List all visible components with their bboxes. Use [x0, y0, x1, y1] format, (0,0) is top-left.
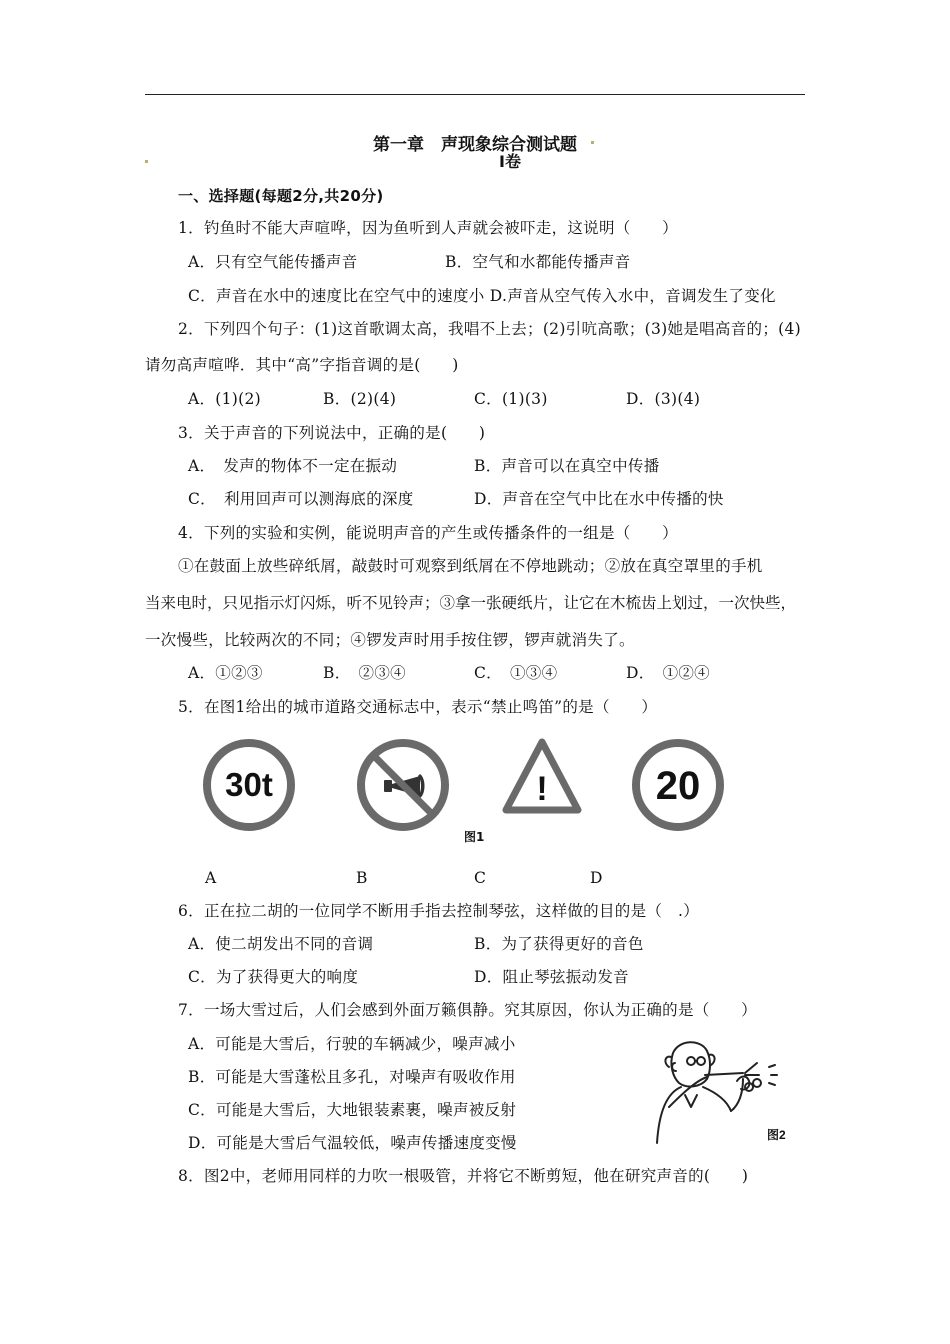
q1-option-cd: C．声音在水中的速度比在空气中的速度小 D.声音从空气传入水中，音调发生了变化	[188, 287, 776, 305]
q2-option-c: C．(1)(3)	[474, 390, 548, 408]
page-subtitle: Ⅰ卷	[499, 152, 521, 171]
no-horn-sign-icon	[356, 738, 450, 832]
teacher-straw-illustration	[645, 1035, 805, 1150]
q3-option-a: A． 发声的物体不一定在振动	[188, 457, 398, 475]
question-2-stem-cont: 请勿高声喧哗．其中“高”字指音调的是( )	[145, 356, 459, 374]
question-4-para-1: ①在鼓面上放些碎纸屑，敲鼓时可观察到纸屑在不停地跳动；②放在真空罩里的手机	[178, 557, 763, 575]
sign-a-text: 30t	[225, 766, 273, 803]
sign-label-d: D	[590, 869, 603, 887]
question-1-stem: 1．钓鱼时不能大声喧哗，因为鱼听到人声就会被吓走，这说明（ ）	[178, 219, 678, 237]
warning-triangle-icon	[502, 738, 582, 816]
figure-2-caption: 图2	[767, 1128, 786, 1142]
question-6-stem: 6．正在拉二胡的一位同学不断用手指去控制琴弦，这样做的目的是（ .）	[178, 902, 699, 920]
sign-label-a: A	[205, 869, 217, 887]
sign-label-c: C	[474, 869, 487, 887]
question-8-stem: 8．图2中，老师用同样的力吹一根吸管，并将它不断剪短，他在研究声音的( )	[178, 1167, 749, 1185]
section-heading: 一、选择题(每题2分,共20分)	[178, 187, 384, 205]
figure-1-caption: 图1	[464, 830, 485, 844]
q2-option-d: D．(3)(4)	[626, 390, 701, 408]
q6-option-a: A．使二胡发出不同的音调	[188, 935, 374, 953]
q1-option-a: A．只有空气能传播声音	[188, 253, 358, 271]
q7-option-c: C．可能是大雪后，大地银装素裹，噪声被反射	[188, 1101, 517, 1119]
q1-option-b: B．空气和水都能传播声音	[445, 253, 631, 271]
decorative-dot	[591, 141, 594, 144]
q3-option-b: B．声音可以在真空中传播	[474, 457, 660, 475]
q4-option-b: B． ②③④	[323, 664, 406, 682]
question-3-stem: 3．关于声音的下列说法中，正确的是( )	[178, 424, 486, 442]
q6-option-b: B．为了获得更好的音色	[474, 935, 644, 953]
question-7-stem: 7．一场大雪过后，人们会感到外面万籁俱静。究其原因，你认为正确的是（ ）	[178, 1001, 757, 1019]
question-4-para-3: 一次慢些，比较两次的不同；④锣发声时用手按住锣，锣声就消失了。	[145, 631, 635, 649]
question-2-stem: 2．下列四个句子：(1)这首歌调太高，我唱不上去；(2)引吭高歌；(3)她是唱高音的；(4)	[178, 320, 801, 338]
q2-option-a: A．(1)(2)	[188, 390, 262, 408]
q7-option-b: B．可能是大雪蓬松且多孔，对噪声有吸收作用	[188, 1068, 516, 1086]
sign-d-text: 20	[655, 764, 701, 808]
sign-c-text: !	[536, 770, 548, 808]
q3-option-c: C． 利用回声可以测海底的深度	[188, 490, 414, 508]
sign-weight-limit	[202, 738, 296, 832]
q6-option-d: D．阻止琴弦振动发音	[474, 968, 629, 986]
question-5-stem: 5．在图1给出的城市道路交通标志中，表示“禁止鸣笛”的是（ ）	[178, 698, 658, 716]
header-rule	[145, 94, 805, 95]
question-4-para-2: 当来电时，只见指示灯闪烁，听不见铃声；③拿一张硬纸片，让它在木梳齿上划过，一次快些，	[145, 594, 797, 612]
q6-option-c: C．为了获得更大的响度	[188, 968, 359, 986]
sign-speed-limit	[631, 738, 725, 832]
q4-option-d: D． ①②④	[626, 664, 710, 682]
page-title: 第一章 声现象综合测试题	[373, 135, 577, 155]
sign-label-b: B	[356, 869, 368, 887]
question-4-stem: 4．下列的实验和实例，能说明声音的产生或传播条件的一组是（ ）	[178, 524, 678, 542]
q2-option-b: B．(2)(4)	[323, 390, 397, 408]
q4-option-a: A．①②③	[188, 664, 263, 682]
q4-option-c: C． ①③④	[474, 664, 558, 682]
q7-option-a: A．可能是大雪后，行驶的车辆减少，噪声减小	[188, 1035, 516, 1053]
q3-option-d: D．声音在空气中比在水中传播的快	[474, 490, 724, 508]
q7-option-d: D．可能是大雪后气温较低，噪声传播速度变慢	[188, 1134, 517, 1152]
